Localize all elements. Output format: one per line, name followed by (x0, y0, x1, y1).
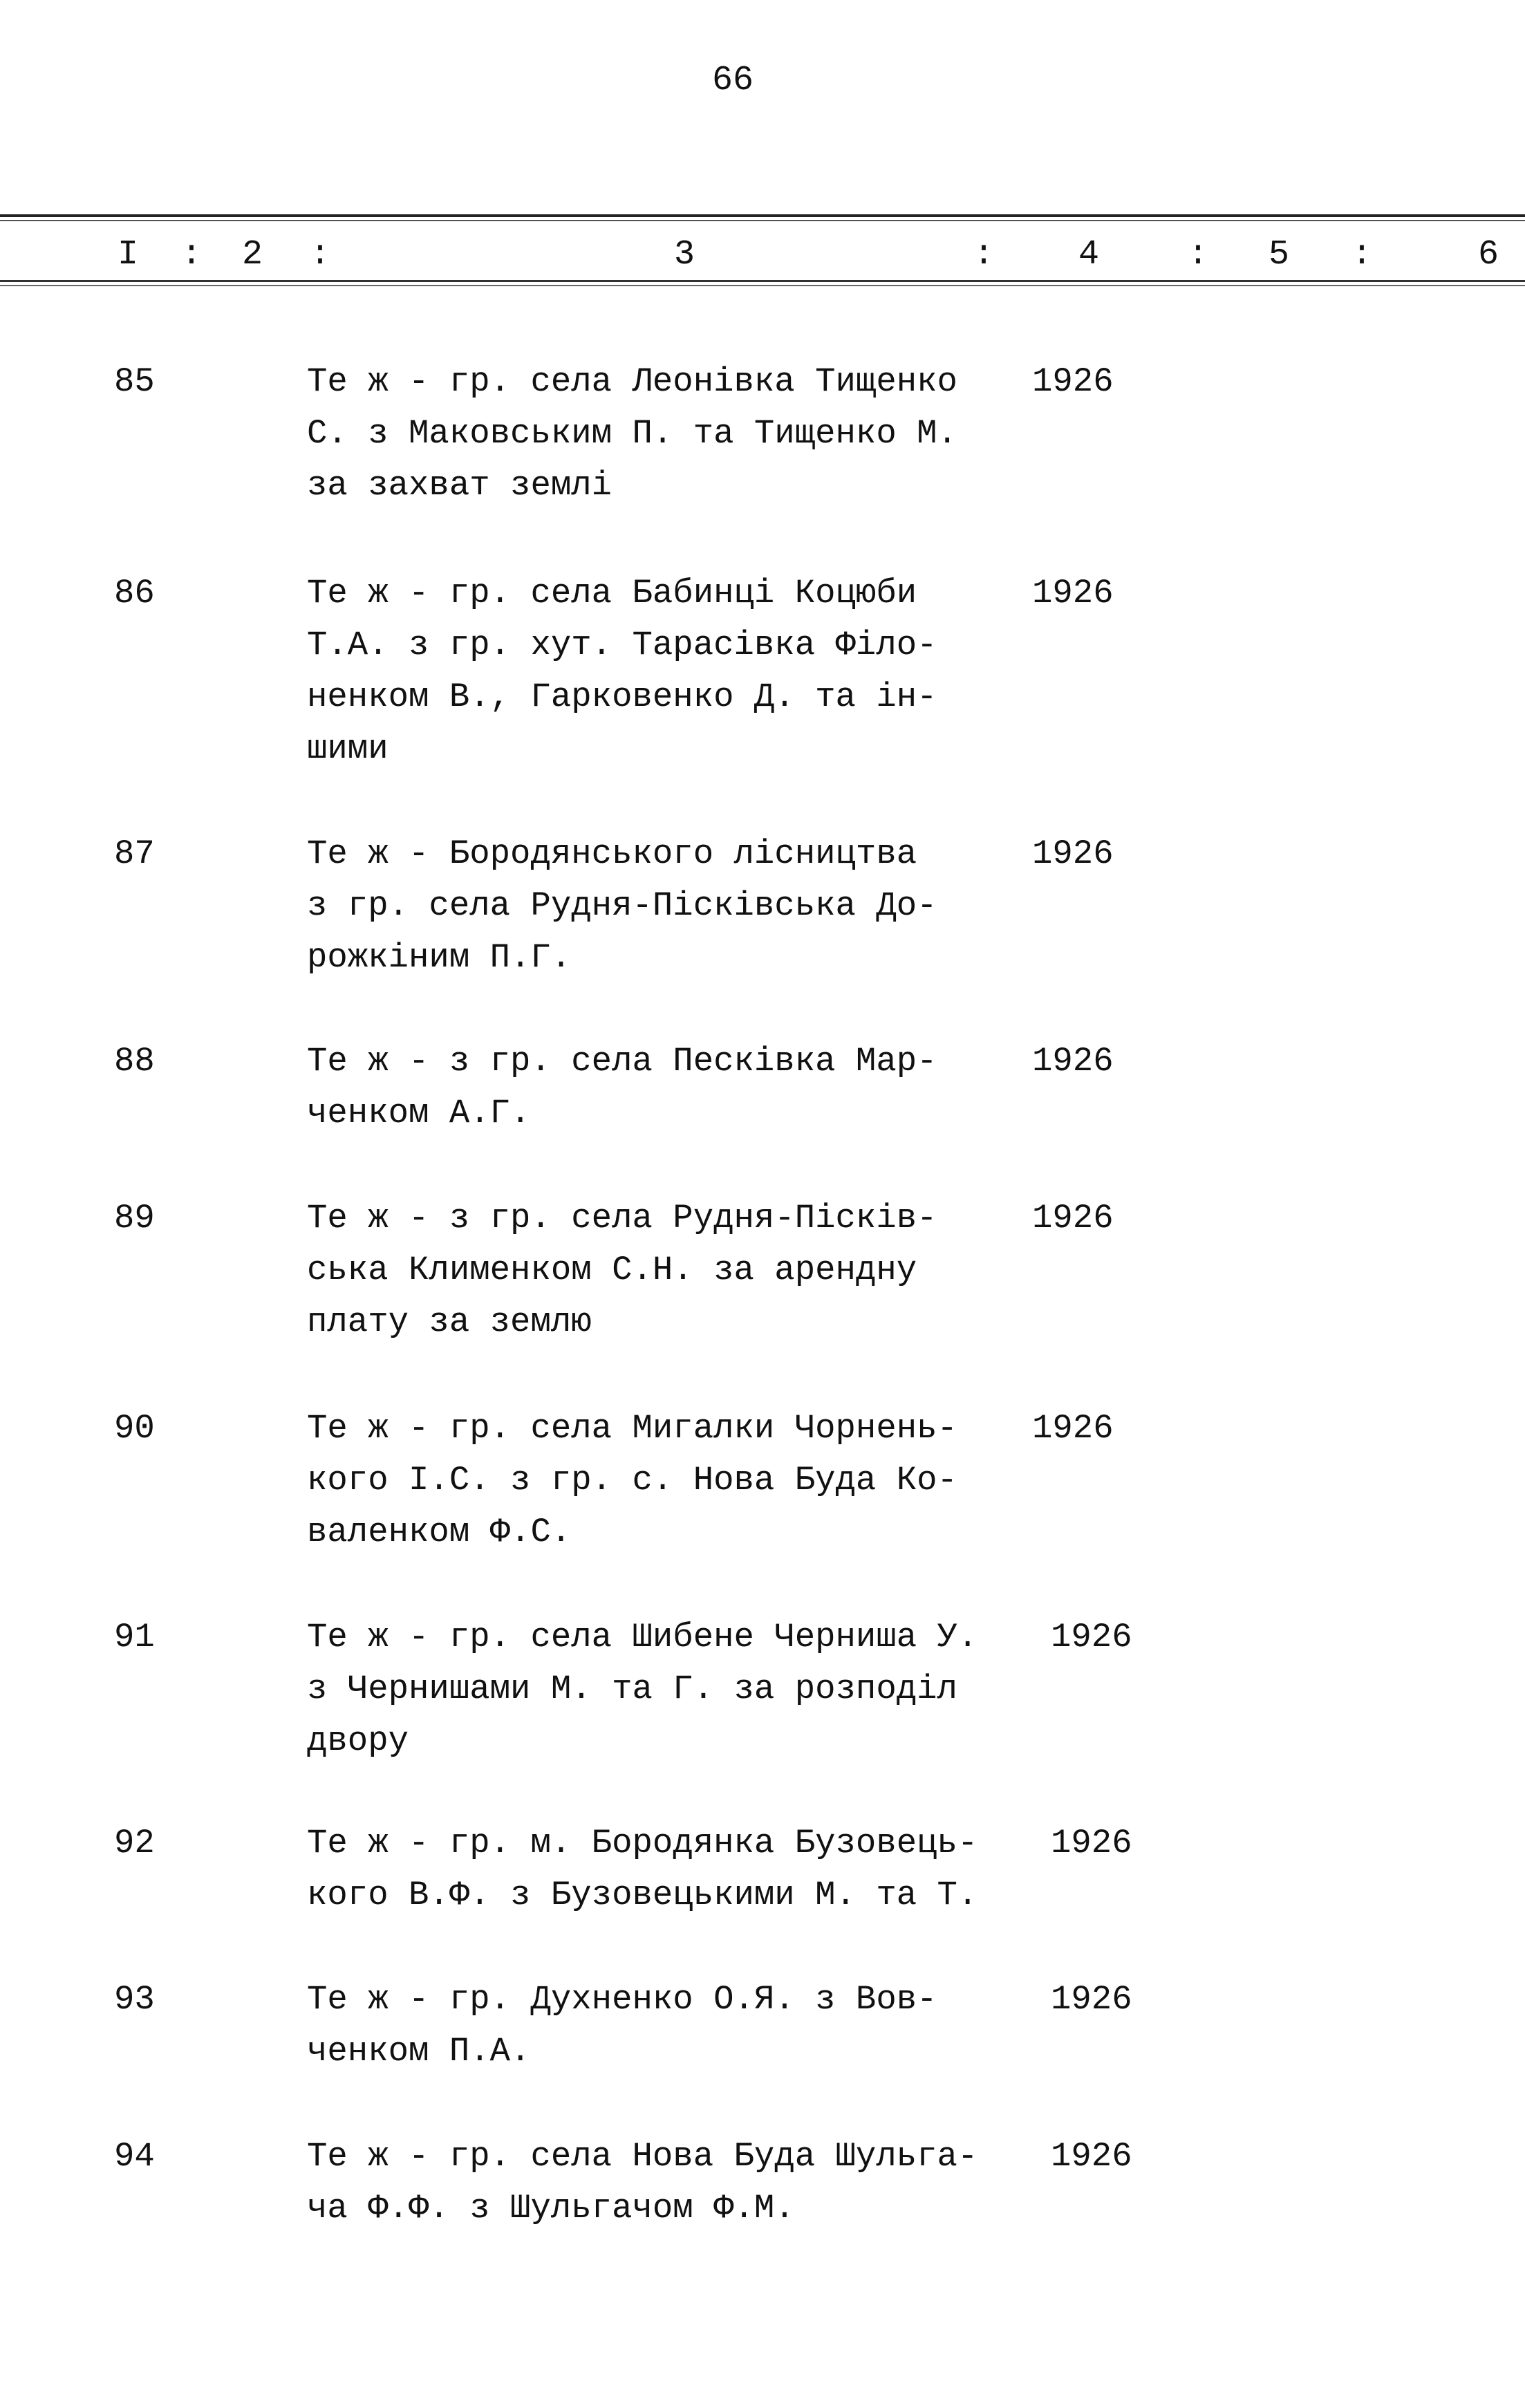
header-top-rule (0, 214, 1525, 217)
entry-description: Те ж - з гр. села Песківка Мар- ченком А.Г. (307, 1042, 937, 1132)
header-col-2: 2 (242, 235, 263, 274)
header-col-6: 6 (1478, 235, 1499, 274)
header-col-1: I (118, 235, 139, 274)
entry-year: 1926 (1032, 574, 1114, 613)
entry-number: 86 (114, 574, 155, 613)
header-top-rule-inner (0, 220, 1525, 221)
entry-number: 93 (114, 1980, 155, 2019)
entry-number: 85 (114, 362, 155, 401)
entry-number: 88 (114, 1042, 155, 1081)
entry-number: 92 (114, 1824, 155, 1863)
entry-description: Те ж - з гр. села Рудня-Пісків- ська Клименком С.Н. за арендну плату за землю (307, 1199, 937, 1341)
entry-number: 90 (114, 1409, 155, 1448)
entry-description: Те ж - гр. села Нова Буда Шульга- ча Ф.Ф. з Шульгачом Ф.М. (307, 2137, 978, 2228)
entry-description: Те ж - гр. села Леонівка Тищенко С. з Маковським П. та Тищенко М. за захват землі (307, 362, 957, 505)
header-col-5: 5 (1269, 235, 1290, 274)
header-separator: : (1351, 235, 1373, 274)
header-separator: : (310, 235, 331, 274)
entry-year: 1926 (1032, 1199, 1114, 1238)
entry-year: 1926 (1032, 1042, 1114, 1081)
entry-description: Те ж - гр. м. Бородянка Бузовець- кого В.Ф. з Бузовецькими М. та Т. (307, 1824, 978, 1914)
entry-description: Те ж - гр. села Шибене Черниша У. з Чернишами М. та Г. за розподіл двору (307, 1618, 978, 1760)
entry-year: 1926 (1032, 1409, 1114, 1448)
entry-description: Те ж - гр. Духненко О.Я. з Вов- ченком П.А. (307, 1980, 937, 2071)
entry-number: 94 (114, 2137, 155, 2176)
entry-description: Те ж - Бородянського лісництва з гр. села Рудня-Пісківська До- рожкіним П.Г. (307, 834, 937, 977)
entry-year: 1926 (1032, 362, 1114, 401)
header-col-4: 4 (1078, 235, 1100, 274)
entry-number: 87 (114, 834, 155, 873)
page-number: 66 (712, 61, 754, 100)
header-col-3: 3 (674, 235, 695, 274)
entry-year: 1926 (1051, 1618, 1132, 1656)
entry-year: 1926 (1032, 834, 1114, 873)
entry-description: Те ж - гр. села Бабинці Коцюби Т.А. з гр. хут. Тарасівка Філо- ненком В., Гарковенко Д. та ін- шими (307, 574, 937, 768)
header-bottom-rule (0, 280, 1525, 282)
entry-description: Те ж - гр. села Мигалки Чорнень- кого І.С. з гр. с. Нова Буда Ко- валенком Ф.С. (307, 1409, 957, 1551)
header-bottom-rule-inner (0, 285, 1525, 286)
entry-number: 91 (114, 1618, 155, 1656)
header-separator: : (1188, 235, 1209, 274)
entry-year: 1926 (1051, 2137, 1132, 2176)
entry-year: 1926 (1051, 1824, 1132, 1863)
header-separator: : (181, 235, 203, 274)
entry-year: 1926 (1051, 1980, 1132, 2019)
entry-number: 89 (114, 1199, 155, 1238)
header-separator: : (973, 235, 995, 274)
